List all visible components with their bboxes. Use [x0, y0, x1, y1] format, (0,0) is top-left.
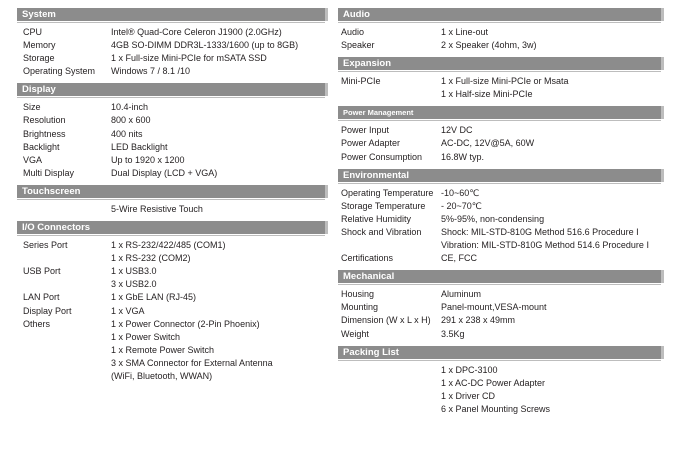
section-system [17, 8, 328, 79]
spec-values [441, 314, 664, 327]
spec-values [111, 114, 328, 127]
spec-label: Operating System [23, 66, 96, 77]
spec-values [111, 154, 328, 167]
spec-rows [338, 182, 664, 267]
spec-label: Power Consumption [341, 151, 423, 162]
spec-value: LED Backlight [111, 141, 168, 152]
spec-value: 1 x Power Connector (2-Pin Phoenix) [111, 318, 260, 329]
spec-values [111, 239, 328, 265]
spec-value: 1 x Line-out [441, 27, 489, 37]
spec-value: 1 x Half-size Mini-PCIe [441, 89, 533, 100]
spec-values [111, 26, 328, 39]
spec-values [111, 305, 328, 318]
spec-value: 12V DC [441, 125, 473, 136]
spec-value: (WiFi, Bluetooth, WWAN) [111, 370, 213, 381]
spec-values [111, 65, 328, 78]
spec-values [111, 318, 328, 383]
section-header: Audio [338, 8, 664, 21]
spec-values [111, 265, 328, 291]
spec-values [441, 124, 664, 137]
spec-label: Others [23, 318, 51, 329]
spec-rows [17, 96, 328, 181]
section-header: Packing List [338, 346, 664, 359]
spec-value: 5%-95%, non-condensing [441, 213, 545, 224]
spec-value: 5-Wire Resistive Touch [111, 203, 203, 214]
spec-value: 1 x RS-232/422/485 (COM1) [111, 240, 226, 251]
spec-row [338, 328, 664, 341]
spec-row [17, 26, 328, 39]
spec-value: Windows 7 / 8.1 /10 [111, 66, 191, 77]
spec-label: Weight [341, 328, 369, 339]
spec-value: 1 x Driver CD [441, 390, 496, 401]
spec-row [17, 291, 328, 304]
spec-label: LAN Port [23, 292, 60, 303]
spec-values [111, 39, 328, 52]
spec-value: Aluminum [441, 289, 482, 300]
spec-value: 1 x RS-232 (COM2) [111, 253, 191, 264]
spec-row [17, 305, 328, 318]
spec-rows [338, 359, 664, 417]
section-header: System [17, 8, 328, 21]
spec-values [441, 26, 664, 39]
spec-row [338, 187, 664, 200]
spec-value: 3 x USB2.0 [111, 279, 157, 290]
right-column [338, 8, 664, 421]
spec-row [338, 26, 664, 39]
spec-value: 1 x Full-size Mini-PCIe for mSATA SSD [111, 53, 267, 64]
spec-label: Relative Humidity [341, 213, 412, 224]
spec-row [338, 301, 664, 314]
spec-value: -10~60℃ [441, 187, 480, 198]
spec-label: Power Input [341, 125, 390, 136]
spec-row [17, 167, 328, 180]
spec-label: Shock and Vibration [341, 226, 422, 237]
spec-values [111, 52, 328, 65]
spec-label: Series Port [23, 240, 68, 251]
spec-value: 1 x Full-size Mini-PCIe or Msata [441, 76, 569, 87]
spec-row [338, 226, 664, 252]
spec-values [441, 288, 664, 301]
section-mechanical [338, 270, 664, 341]
spec-row [338, 252, 664, 265]
spec-values [111, 167, 328, 180]
spec-values [441, 226, 664, 252]
spec-value: Vibration: MIL-STD-810G Method 514.6 Procedure I [441, 240, 649, 251]
section-power-management [338, 106, 664, 164]
spec-row [17, 101, 328, 114]
spec-value: 1 x DPC-3100 [441, 364, 498, 375]
spec-value: 800 x 600 [111, 115, 151, 126]
spec-values [441, 187, 664, 200]
spec-value: CE, FCC [441, 253, 477, 264]
spec-values [111, 101, 328, 114]
spec-values [441, 328, 664, 341]
spec-value: 291 x 238 x 49mm [441, 315, 516, 326]
spec-label: Audio [341, 27, 365, 37]
spec-row [17, 265, 328, 291]
spec-label: Certifications [341, 253, 394, 264]
spec-row [338, 288, 664, 301]
spec-value: 1 x USB3.0 [111, 266, 157, 277]
spec-rows [17, 21, 328, 79]
section-header: I/O Connectors [17, 221, 328, 234]
spec-rows [338, 21, 664, 53]
spec-label [17, 203, 111, 216]
section-expansion [338, 57, 664, 102]
spec-row [338, 137, 664, 150]
spec-row [17, 141, 328, 154]
spec-label [338, 364, 441, 416]
spec-value: 400 nits [111, 128, 143, 139]
spec-row [338, 213, 664, 226]
spec-value: Panel-mount,VESA-mount [441, 302, 547, 313]
spec-value: Intel® Quad-Core Celeron J1900 (2.0GHz) [111, 27, 282, 37]
spec-row [338, 75, 664, 101]
spec-label: Brightness [23, 128, 66, 139]
spec-label: USB Port [23, 266, 61, 277]
spec-row [338, 364, 664, 416]
spec-label: CPU [23, 27, 43, 37]
section-touchscreen [17, 185, 328, 217]
spec-label: Power Adapter [341, 138, 401, 149]
spec-label: Mini-PCIe [341, 76, 381, 87]
spec-value: 1 x VGA [111, 305, 145, 316]
section-i-o-connectors [17, 221, 328, 384]
spec-label: Display Port [23, 305, 72, 316]
spec-row [17, 114, 328, 127]
spec-values [441, 252, 664, 265]
spec-row [17, 318, 328, 383]
spec-value: 6 x Panel Mounting Screws [441, 403, 551, 414]
spec-row [17, 65, 328, 78]
spec-rows [338, 70, 664, 102]
section-header: Power Management [338, 106, 664, 119]
spec-row [338, 314, 664, 327]
spec-label: Size [23, 102, 41, 113]
spec-label: Operating Temperature [341, 187, 434, 198]
section-header: Touchscreen [17, 185, 328, 198]
spec-value: Dual Display (LCD + VGA) [111, 167, 218, 178]
spec-label: Storage [23, 53, 55, 64]
spec-value: - 20~70℃ [441, 200, 482, 211]
section-header: Expansion [338, 57, 664, 70]
section-header: Mechanical [338, 270, 664, 283]
spec-row [17, 52, 328, 65]
spec-label: Memory [23, 40, 56, 51]
spec-value: Shock: MIL-STD-810G Method 516.6 Procedure I [441, 226, 639, 237]
spec-values [441, 364, 664, 416]
spec-label: Mounting [341, 302, 379, 313]
spec-row [17, 239, 328, 265]
spec-value: 3 x SMA Connector for External Antenna [111, 357, 273, 368]
spec-values [111, 203, 328, 216]
spec-value: 16.8W typ. [441, 151, 485, 162]
section-environmental [338, 169, 664, 267]
spec-value: 3.5Kg [441, 328, 465, 339]
section-packing-list [338, 346, 664, 417]
spec-value: 4GB SO-DIMM DDR3L-1333/1600 (up to 8GB) [111, 40, 299, 51]
spec-values [111, 141, 328, 154]
spec-value: Up to 1920 x 1200 [111, 154, 185, 165]
spec-rows [338, 119, 664, 164]
spec-label: Multi Display [23, 167, 75, 178]
spec-value: AC-DC, 12V@5A, 60W [441, 138, 535, 149]
spec-row [17, 39, 328, 52]
spec-label: VGA [23, 154, 43, 165]
spec-rows [338, 283, 664, 341]
spec-label: Housing [341, 289, 375, 300]
spec-row [338, 200, 664, 213]
spec-values [441, 151, 664, 164]
spec-value: 10.4-inch [111, 102, 149, 113]
section-display [17, 83, 328, 181]
spec-values [111, 128, 328, 141]
spec-values [111, 291, 328, 304]
spec-row [338, 39, 664, 52]
spec-row [338, 124, 664, 137]
spec-value: 1 x AC-DC Power Adapter [441, 377, 546, 388]
spec-row [17, 154, 328, 167]
spec-value: 1 x GbE LAN (RJ-45) [111, 292, 197, 303]
spec-label: Backlight [23, 141, 60, 152]
spec-label: Storage Temperature [341, 200, 426, 211]
spec-label: Speaker [341, 40, 375, 51]
spec-values [441, 301, 664, 314]
spec-value: 1 x Power Switch [111, 331, 181, 342]
section-header: Display [17, 83, 328, 96]
spec-row [338, 151, 664, 164]
spec-value: 1 x Remote Power Switch [111, 344, 215, 355]
spec-values [441, 39, 664, 52]
section-audio [338, 8, 664, 53]
spec-row [17, 203, 328, 216]
spec-value: 2 x Speaker (4ohm, 3w) [441, 40, 537, 51]
spec-rows [17, 198, 328, 217]
spec-label: Dimension (W x L x H) [341, 315, 431, 326]
spec-values [441, 200, 664, 213]
spec-values [441, 75, 664, 101]
spec-values [441, 137, 664, 150]
spec-row [17, 128, 328, 141]
spec-label: Resolution [23, 115, 66, 126]
spec-values [441, 213, 664, 226]
section-header: Environmental [338, 169, 664, 182]
spec-rows [17, 234, 328, 384]
left-column [17, 8, 328, 388]
